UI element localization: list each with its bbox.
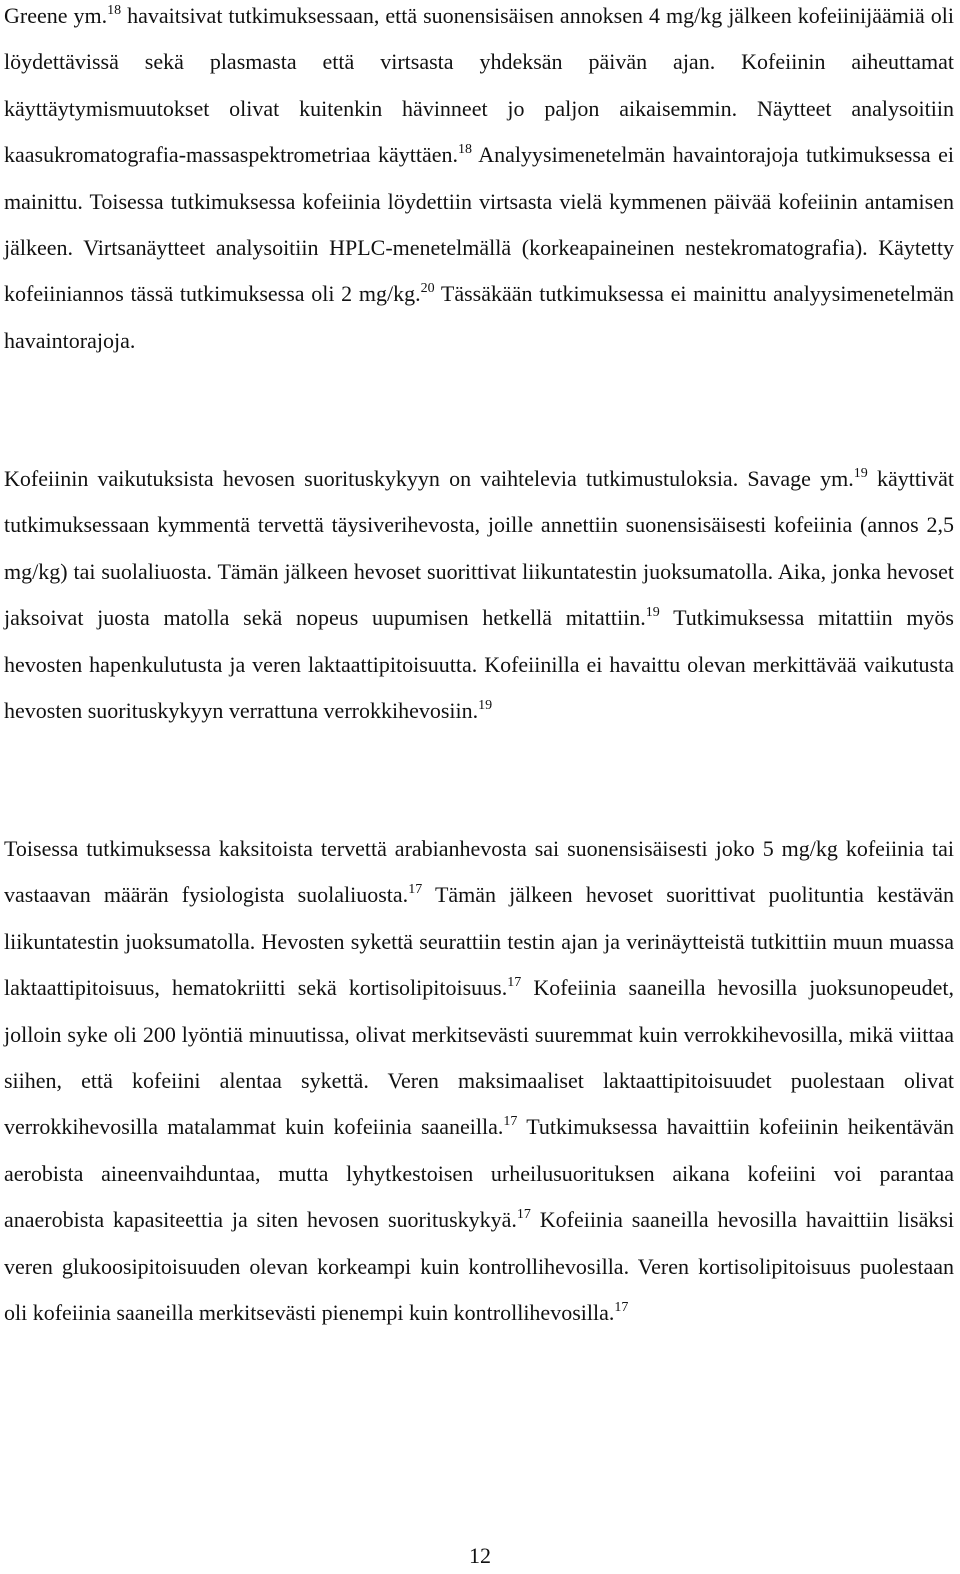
citation-reference: 18 [107,3,122,18]
citation-reference: 17 [503,1114,518,1130]
paragraph-text: Kofeiinia saaneilla hevosilla juoksunopeudet, jolloin syke oli 200 lyöntiä minuutissa, olivat merkitsevästi suuremmat kuin verrokkihevosilla, mikä viittaa siihen, että kofeiini alentaa sykettä. Veren maksimaaliset laktaattipitoisuudet puolestaan olivat verrokkihevosilla matalammat kuin kofeiinia saaneilla. [4,975,954,1140]
citation-reference: 17 [408,882,423,898]
citation-reference: 19 [478,698,493,714]
citation-reference: 17 [614,1300,629,1316]
paragraph-text: Analyysimenetelmän havaintorajoja tutkimuksessa ei mainittu. Toisessa tutkimuksessa kofeiinia löydettiin virtsasta vielä kymmenen päivää kofeiinin antamisen jälkeen. Virtsanäytteet analysoitiin HPLC-menetelmällä (korkeapaineinen nestekromatografia). Käytetty kofeiiniannos tässä tutkimuksessa oli 2 mg/kg. [4,142,955,307]
citation-reference: 19 [853,466,868,481]
citation-reference: 17 [516,1207,531,1223]
citation-reference: 17 [507,975,522,991]
paragraph-text: Greene ym. [4,3,108,28]
page-number: 12 [469,1543,491,1568]
paragraph-text: Tämän jälkeen hevoset suorittivat puolituntia kestävän liikuntatestin juoksumatolla. Hevosten sykettä seurattiin testin ajan ja verinäytteistä tutkittiin muun muassa laktaattipitoisuus, hematokriitti sekä kortisolipitoisuus. [4,882,954,1001]
paragraph-text: Toisessa tutkimuksessa kaksitoista tervettä arabianhevosta sai suonensisäisesti joko 5 mg/kg kofeiinia tai vastaavan määrän fysiologista suolaliuosta. [4,836,954,908]
citation-reference: 20 [420,281,435,297]
paragraph-text: Kofeiinin vaikutuksista hevosen suorituskykyyn on vaihtelevia tutkimustuloksia. Savage ym. [4,466,854,491]
citation-reference: 19 [645,605,660,621]
paragraph-text: havaitsivat tutkimuksessaan, että suonensisäisen annoksen 4 mg/kg jälkeen kofeiinijäämiä oli löydettävissä sekä plasmasta että virtsasta yhdeksän päivän ajan. Kofeiinin aiheuttamat käyttäytymismuutokset olivat kuitenkin hävinneet jo paljon aikaisemmin. Näytteet analysoitiin kaasukromatografia-massaspektrometriaa käyttäen. [4,3,954,168]
paragraph-text: Tässäkään tutkimuksessa ei mainittu analyysimenetelmän havaintorajoja. [4,281,954,353]
paragraph-text: Tutkimuksessa mitattiin myös hevosten hapenkulutusta ja veren laktaattipitoisuutta. Kofeiinilla ei havaittu olevan merkittävää vaikutusta hevosten suorituskykyyn verrattuna verrokkihevosiin. [4,605,954,724]
paragraph-text: Tutkimuksessa havaittiin kofeiinin heikentävän aerobista aineenvaihduntaa, mutta lyhytkestoisen urheilusuorituksen aikana kofeiini voi parantaa anaerobista kapasiteettia ja siten hevosen suorituskykyä. [4,1114,955,1233]
paragraph-performance-savage [4,456,954,734]
citation-reference: 18 [458,142,473,158]
paragraph-text: käyttivät tutkimuksessaan kymmentä tervettä täysiverihevosta, joille annettiin suonensisäisesti kofeiinia (annos 2,5 mg/kg) tai suolaliuosta. Tämän jälkeen hevoset suorittivat liikuntatestin juoksumatolla. Aika, jonka hevoset jaksoivat juosta matolla sekä nopeus uupumisen hetkellä mitattiin. [4,466,954,631]
paragraph-arabian-horses-study [4,826,954,1336]
paragraph-caffeine-residues [4,0,954,364]
paragraph-text: Kofeiinia saaneilla hevosilla havaittiin lisäksi veren glukoosipitoisuuden olevan korkeampi kuin kontrollihevosilla. Veren kortisolipitoisuus puolestaan oli kofeiinia saaneilla merkitsevästi pienempi kuin kontrollihevosilla. [4,1207,955,1326]
